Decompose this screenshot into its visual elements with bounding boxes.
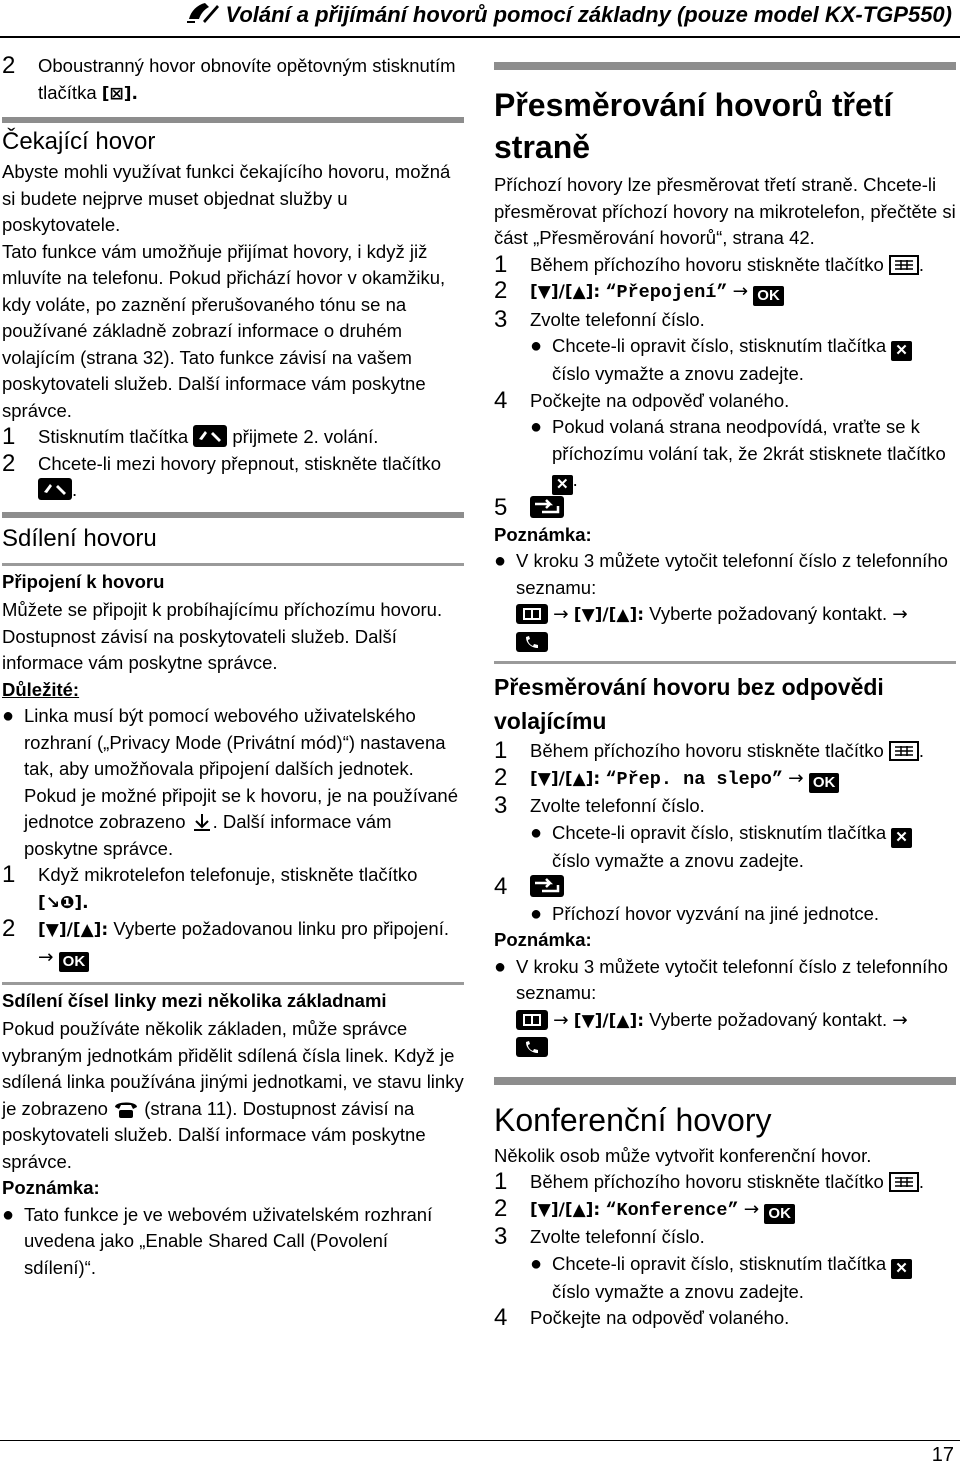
- phonebook-key-icon: [516, 1010, 548, 1030]
- clear-key-icon: ✕: [891, 341, 912, 361]
- period: .: [918, 1171, 925, 1192]
- arrow: →: [788, 767, 804, 789]
- nav-keys: [▼]/[▲]:: [38, 920, 109, 940]
- bullet-dot: ●: [2, 705, 15, 727]
- bullet-text-a: V kroku 3 můžete vytočit telefonní číslo z telefonního seznamu:: [516, 955, 948, 1003]
- arrow: →: [732, 281, 749, 302]
- transfer-paragraph: Příchozí hovory lze přesměrovat třetí straně. Chcete-li přesměrovat příchozí hovory na mikrotelefon, přečtěte si část „Přesměrování hovorů“, strana 42.: [494, 174, 956, 248]
- nav-keys: [▼]/[▲]:: [530, 282, 601, 302]
- shared-line-icon: [113, 1099, 139, 1119]
- step-number: 1: [494, 1168, 508, 1195]
- important-label: Důležité:: [2, 678, 80, 700]
- note-bullet: [2, 1202, 464, 1282]
- bullet-dot: ●: [530, 821, 543, 844]
- step-text-a: Stisknutím tlačítka: [38, 426, 189, 447]
- section-title-waiting: Čekající hovor: [2, 128, 156, 155]
- blind-step-3: [494, 793, 956, 820]
- shared-paragraph-a: Pokud používáte několik základen, může správce vybraným jednotkám přidělit sdílená čísla linek. Když je sdílená linka používána jinými jednotkami, ve stavu linky je zobrazeno: [2, 1018, 464, 1119]
- phonebook-key-icon: [516, 604, 548, 624]
- conference-paragraph: Několik osob může vytvořit konferenční hovor.: [494, 1144, 872, 1166]
- section-title-conference: Konferenční hovory: [494, 1101, 772, 1138]
- bullet-text-a: V kroku 3 můžete vytočit telefonní číslo z telefonního seznamu:: [516, 550, 948, 598]
- clear-key-icon: ✕: [891, 1259, 912, 1279]
- bullet-text: [516, 548, 956, 655]
- note-label: Poznámka:: [494, 929, 592, 950]
- step-number: 4: [494, 873, 508, 900]
- step-text-content: Během příchozího hovoru stiskněte tlačítko: [530, 253, 884, 275]
- step-text: [530, 738, 956, 765]
- step-text: [38, 424, 464, 451]
- transfer-fix-bullet: [530, 333, 956, 388]
- ok-key: OK: [59, 952, 90, 972]
- step-number: 3: [494, 1223, 508, 1250]
- conference-step-1: [494, 1169, 956, 1196]
- menu-item: “Konference”: [605, 1199, 739, 1221]
- step-number: 1: [2, 423, 16, 450]
- ok-key: OK: [753, 286, 784, 306]
- step-number: 2: [2, 449, 16, 477]
- step-text-a: Chcete-li mezi hovory přepnout, stiskněte tlačítko: [38, 452, 442, 474]
- bullet-text-a: Pokud volaná strana neodpovídá, vraťte se k příchozímu volání tak, že 2krát stisknete tlačítko: [552, 416, 946, 464]
- waiting-step-1: [2, 424, 464, 451]
- bullet-text-b: číslo vymažte a znovu zadejte.: [552, 849, 804, 871]
- blind-step-1: [494, 738, 956, 765]
- clear-key-icon: ✕: [891, 828, 912, 848]
- bullet-text-a: Linka musí být pomocí webového uživatelského rozhraní („Privacy Mode (Privátní mód)“) nastavena tak, aby umožňovala připojení dalších jednotek. Pokud je možné připojit se k hovoru, je na používané jednotce zobrazeno: [24, 705, 458, 832]
- step-number: 2: [494, 277, 508, 304]
- bullet-dot: ●: [530, 902, 543, 925]
- bullet-text: [24, 703, 464, 862]
- blind-step-4: [494, 874, 956, 901]
- transfer-step-3: [494, 307, 956, 334]
- ok-key: OK: [764, 1204, 795, 1224]
- arrow: →: [892, 1009, 908, 1031]
- flash-key-icon: [38, 478, 72, 500]
- step-text-a: Když mikrotelefon telefonuje, stiskněte tlačítko: [38, 864, 418, 885]
- step-text: [530, 765, 956, 794]
- step-2-continued: [2, 53, 464, 107]
- step-text: Zvolte telefonní číslo.: [530, 1226, 705, 1247]
- step-text-content: Oboustranný hovor obnovíte opětovným stisknutím tlačítka: [38, 55, 456, 103]
- step-text: [530, 252, 956, 279]
- menu-item: “Přepojení”: [605, 282, 728, 303]
- step-text: [38, 451, 464, 504]
- step-text: Zvolte telefonní číslo.: [530, 308, 705, 330]
- transfer-noanswer-bullet: [530, 414, 956, 495]
- bullet-text-a: Chcete-li opravit číslo, stisknutím tlačítka: [552, 335, 887, 356]
- step-text-content: Během příchozího hovoru stiskněte tlačítko: [530, 740, 884, 761]
- join-paragraph: Můžete se připojit k probíhajícímu příchozímu hovoru. Dostupnost závisí na poskytovateli služeb. Další informace vám poskytne správce.: [2, 599, 443, 673]
- step-number: 1: [494, 737, 508, 764]
- nav-keys: [▼]/[▲]:: [573, 605, 645, 625]
- bullet-text: Tato funkce je ve webovém uživatelském rozhraní uvedena jako „Enable Shared Call (Povolení sdílení)“.: [24, 1203, 433, 1278]
- step-number: 2: [494, 1194, 508, 1222]
- bullet-text-b: . Další informace vám poskytne správce.: [24, 811, 392, 859]
- shared-paragraph: [2, 1016, 464, 1175]
- join-icon: [191, 812, 213, 832]
- section-rule: [494, 1077, 956, 1085]
- step-number: 3: [494, 792, 508, 819]
- page-number: 17: [931, 1444, 954, 1466]
- section-rule: [2, 117, 464, 123]
- bullet-text-b: Vyberte požadovaný kontakt.: [649, 603, 888, 624]
- step-text: [38, 916, 464, 972]
- step-text-content: Během příchozího hovoru stiskněte tlačítko: [530, 1171, 884, 1192]
- step-number: 5: [494, 494, 508, 521]
- step-text: [530, 495, 956, 522]
- conference-step-3: [494, 1224, 956, 1251]
- step-text: Počkejte na odpověď volaného.: [530, 389, 790, 411]
- bullet-text: [516, 954, 956, 1061]
- arrow: →: [743, 1198, 760, 1220]
- bullet-dot: ●: [494, 955, 507, 978]
- bullet-text: [552, 414, 956, 495]
- section-title-transfer: Přesměrování hovorů třetí straně: [494, 87, 893, 165]
- page-header: [185, 1, 952, 29]
- arrow: →: [553, 1009, 569, 1031]
- section-rule: [494, 62, 956, 70]
- hold-key: [⊠].: [101, 83, 138, 104]
- nav-keys: [▼]/[▲]:: [530, 768, 601, 789]
- bullet-text: [552, 820, 956, 875]
- conference-fix-bullet: [530, 1251, 956, 1306]
- handset-edit-icon: [185, 1, 219, 25]
- menu-key-icon: [889, 741, 919, 761]
- transfer-step-5: [494, 495, 956, 522]
- bullet-dot: ●: [494, 550, 507, 572]
- waiting-paragraph-2: Tato funkce vám umožňuje přijímat hovory, i když již mluvíte na telefonu. Pokud přichází hovor v okamžiku, kdy voláte, po zaznění přerušovaného tónu se na používané základně zobrazí informace o druhém volajícím (strana 32). Tato funkce závisí na vašem poskytovateli služeb. Další informace vám poskytne správce.: [2, 240, 446, 421]
- header-rule: [0, 36, 960, 38]
- talk-key-icon: [516, 632, 548, 652]
- clear-key-icon: ✕: [552, 475, 573, 495]
- bullet-dot: ●: [530, 335, 543, 357]
- bullet-text: Příchozí hovor vyzvání na jiné jednotce.: [552, 902, 880, 924]
- step-text: Počkejte na odpověď volaného.: [530, 1307, 790, 1328]
- join-step-1: [2, 862, 464, 916]
- join-step-2: [2, 916, 464, 972]
- blind-note-bullet: [494, 954, 956, 1061]
- section-title-blind: Přesměrování hovoru bez odpovědi volajícímu: [494, 674, 884, 734]
- ok-key: OK: [809, 773, 840, 793]
- transfer-step-1: [494, 252, 956, 279]
- menu-item: “Přep. na slepo”: [605, 768, 784, 790]
- step-text: [38, 862, 464, 916]
- transfer-note-bullet: [494, 548, 956, 655]
- bullet-text-b: číslo vymažte a znovu zadejte.: [552, 1280, 804, 1302]
- transfer-key-icon: [530, 875, 564, 897]
- step-text: [530, 1169, 956, 1196]
- step-number: 1: [2, 861, 16, 888]
- step-text: [530, 874, 956, 901]
- step-number: 2: [494, 763, 508, 791]
- conference-step-4: [494, 1305, 956, 1332]
- waiting-paragraph-1: Abyste mohli využívat funkci čekajícího hovoru, možná si budete nejprve muset objednat služby u poskytovatele.: [2, 161, 451, 235]
- step-text-b: .: [72, 479, 78, 500]
- subsection-rule: [2, 982, 464, 985]
- left-column: [2, 50, 464, 1281]
- transfer-key-icon: [530, 496, 564, 518]
- subsection-rule: [494, 661, 956, 664]
- step-text-content: Vyberte požadovanou linku pro připojení.: [113, 918, 449, 939]
- step-number: 2: [2, 915, 16, 942]
- bullet-text-a: Chcete-li opravit číslo, stisknutím tlačítka: [552, 1252, 887, 1274]
- transfer-step-4: [494, 388, 956, 415]
- shared-paragraph-b: (strana 11). Dostupnost závisí na poskytovateli služeb. Další informace vám poskytne správce.: [2, 1097, 426, 1172]
- bullet-text: [552, 333, 956, 388]
- nav-keys: [▼]/[▲]:: [530, 1199, 601, 1220]
- blind-fix-bullet: [530, 820, 956, 875]
- bullet-text-a: Chcete-li opravit číslo, stisknutím tlačítka: [552, 821, 887, 843]
- step-text: Zvolte telefonní číslo.: [530, 795, 705, 816]
- talk-key-icon: [516, 1037, 548, 1057]
- step-number: 3: [494, 305, 508, 333]
- step-text: [530, 1196, 956, 1225]
- arrow: →: [38, 946, 54, 968]
- waiting-step-2: [2, 451, 464, 504]
- arrow: →: [553, 604, 569, 625]
- arrow: →: [892, 604, 908, 625]
- step-text-b: přijmete 2. volání.: [232, 426, 379, 447]
- bullet-text-b: Vyberte požadovaný kontakt.: [649, 1008, 888, 1030]
- step-number: 4: [494, 1304, 508, 1331]
- blind-ring-bullet: [530, 901, 956, 928]
- note-label: Poznámka:: [494, 523, 592, 545]
- step-number: 1: [494, 250, 508, 278]
- step-number: 4: [494, 386, 508, 414]
- right-column: [494, 50, 956, 1332]
- important-bullet: [2, 703, 464, 862]
- bullet-dot: ●: [530, 1252, 543, 1275]
- bullet-text-b: číslo vymažte a znovu zadejte.: [552, 363, 804, 384]
- subsection-rule: [2, 563, 464, 566]
- transfer-step-2: [494, 278, 956, 307]
- step-text: [530, 278, 956, 307]
- shared-title: Sdílení čísel linky mezi několika základnami: [2, 989, 387, 1011]
- line-key: [↘❶].: [38, 892, 89, 913]
- footer-rule: [0, 1440, 960, 1441]
- flash-key-icon: [193, 425, 227, 447]
- section-rule: [2, 512, 464, 518]
- period: .: [918, 253, 925, 275]
- step-number: 2: [2, 52, 16, 79]
- header-title-text: Volání a přijímání hovorů pomocí základny (pouze model KX-TGP550): [225, 2, 952, 27]
- join-title: Připojení k hovoru: [2, 570, 165, 592]
- period: .: [918, 740, 925, 761]
- menu-key-icon: [889, 255, 919, 275]
- step-text: [38, 53, 464, 107]
- menu-key-icon: [889, 1172, 919, 1192]
- section-title-share: Sdílení hovoru: [2, 524, 157, 552]
- blind-step-2: [494, 765, 956, 794]
- nav-keys: [▼]/[▲]:: [573, 1010, 645, 1031]
- note-label: Poznámka:: [2, 1177, 100, 1198]
- bullet-dot: ●: [2, 1203, 15, 1226]
- conference-step-2: [494, 1196, 956, 1225]
- bullet-text: [552, 1251, 956, 1306]
- bullet-dot: ●: [530, 416, 543, 438]
- period: .: [572, 469, 578, 490]
